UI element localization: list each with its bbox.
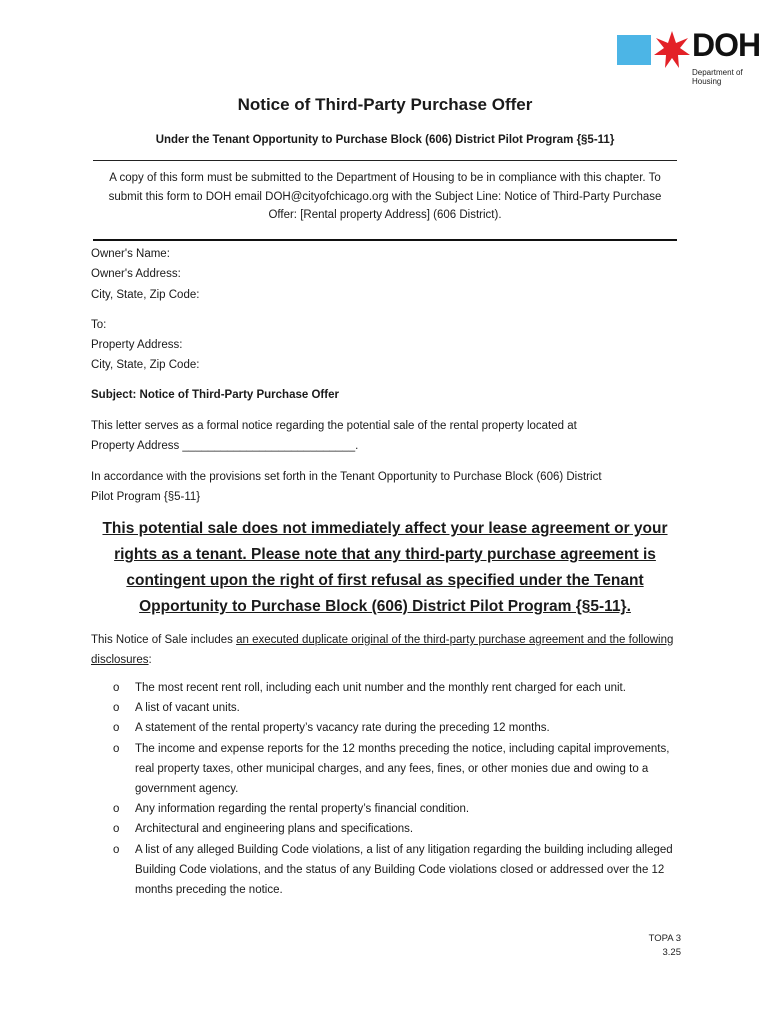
list-item: o The most recent rent roll, including each unit number and the monthly rent charged for each unit. xyxy=(91,678,691,698)
property-address-label: Property Address: xyxy=(91,339,183,351)
list-item: o The income and expense reports for the 12 months preceding the notice, including capital improvements, real property taxes, other municipal charges, and any fees, fines, or other monies due and owing to a government agency. xyxy=(91,739,691,800)
page-title: Notice of Third-Party Purchase Offer xyxy=(237,95,533,114)
property-city-label: City, State, Zip Code: xyxy=(91,359,200,371)
bullet-icon: o xyxy=(113,803,120,816)
list-item: o A list of vacant units. xyxy=(91,698,691,718)
accordance-line-1: In accordance with the provisions set forth in the Tenant Opportunity to Purchase Block (606) District xyxy=(91,471,602,483)
bullet-icon: o xyxy=(113,682,120,694)
bullet-icon: o xyxy=(113,722,120,735)
letter-line-1: This letter serves as a formal notice regarding the potential sale of the rental property located at xyxy=(91,420,577,432)
logo-subtitle: Department of Housing xyxy=(692,68,743,86)
list-item: o A statement of the rental property’s vacancy rate during the preceding 12 months. xyxy=(91,718,691,738)
disclosure-intro: This Notice of Sale includes an executed duplicate original of the third-party purchase agreement and the following disclosures: xyxy=(91,634,674,666)
subject-line: Subject: Notice of Third-Party Purchase Offer xyxy=(91,389,339,401)
page-subtitle: Under the Tenant Opportunity to Purchase Block (606) District Pilot Program {§5-11} xyxy=(155,134,615,146)
letter-line-2: Property Address ___________________________. xyxy=(91,440,359,452)
to-label: To: xyxy=(91,319,107,331)
owner-name-label: Owner's Name: xyxy=(91,248,170,260)
submission-instructions: A copy of this form must be submitted to the Department of Housing to be in compliance with this chapter. To submit this form to DOH email DOH@cityofchicago.org with the Subject Line: Notice of Third-Party Purchase Offer: [Rental property Address] (606 District). xyxy=(108,172,662,221)
owner-address-label: Owner's Address: xyxy=(91,268,181,280)
form-footer xyxy=(649,932,681,960)
form-id: TOPA 3 xyxy=(648,933,681,944)
list-item: o Architectural and engineering plans and specifications. xyxy=(91,819,691,839)
disclosure-list xyxy=(91,678,691,900)
list-item: o Any information regarding the rental property’s financial condition. xyxy=(91,799,691,819)
list-item: o A list of any alleged Building Code violations, a list of any litigation regarding the building including alleged Building Code violations, and the status of any Building Code violations closed or addressed over the 12 months preceding the notice. xyxy=(91,840,691,901)
star-icon xyxy=(654,31,690,69)
logo-blue-square xyxy=(617,35,651,65)
form-version: 3.25 xyxy=(662,947,681,958)
bullet-icon: o xyxy=(113,823,120,836)
lease-rights-notice: This potential sale does not immediately affect your lease agreement or your rights as a tenant. Please note that any third-party purchase agreement is contingent upon the right of first refusal as specified under the Tenant Opportunity to Purchase Block (606) District Pilot Program {§5-11}. xyxy=(102,520,668,615)
divider-bottom xyxy=(93,239,677,241)
accordance-line-2: Pilot Program {§5-11} xyxy=(91,491,201,503)
bullet-icon: o xyxy=(113,843,120,856)
logo-wordmark: DOH xyxy=(692,27,761,63)
bullet-icon: o xyxy=(113,742,120,755)
owner-city-label: City, State, Zip Code: xyxy=(91,289,200,301)
bullet-icon: o xyxy=(113,702,120,715)
divider-top xyxy=(93,160,677,161)
